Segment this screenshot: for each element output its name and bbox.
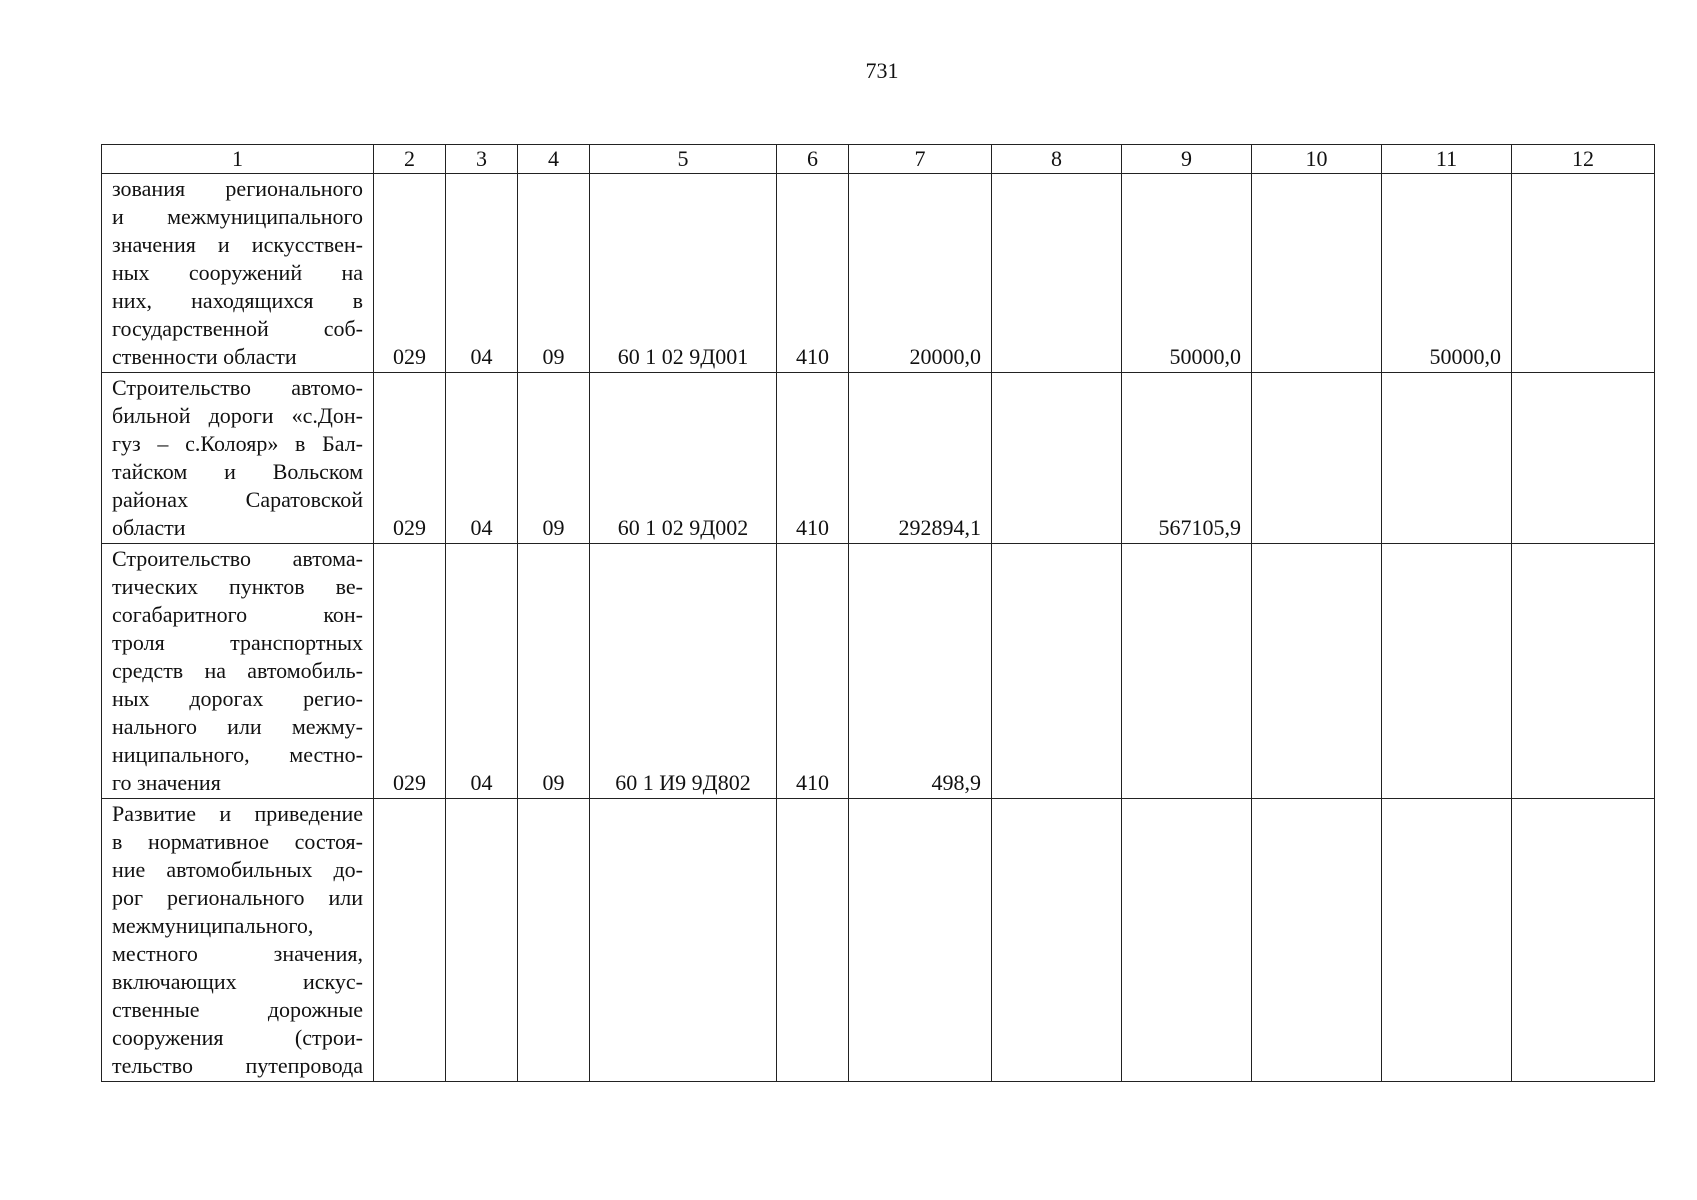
column-header: 4 — [518, 145, 590, 174]
ministry-code-cell: 029 — [374, 544, 446, 799]
budget-table — [101, 144, 1655, 1082]
subsection-code-cell: 09 — [518, 373, 590, 544]
amount-cell — [1512, 373, 1655, 544]
column-header: 2 — [374, 145, 446, 174]
row-name-cell — [102, 544, 374, 799]
amount-cell: 20000,0 — [849, 174, 992, 373]
amount-cell — [992, 544, 1122, 799]
name-line: средств на автомобиль- — [112, 658, 363, 683]
header-row — [102, 145, 1655, 174]
amount-cell — [1122, 544, 1252, 799]
name-line: и межмуниципального — [112, 204, 363, 229]
subsection-code-cell: 09 — [518, 544, 590, 799]
section-code-cell — [446, 799, 518, 1082]
page-number: 731 — [865, 58, 899, 83]
amount-cell — [1122, 799, 1252, 1082]
name-line: рог регионального или — [112, 885, 363, 910]
row-name-cell — [102, 373, 374, 544]
column-header: 5 — [590, 145, 777, 174]
name-line: Развитие и приведение — [112, 801, 363, 826]
table-row — [102, 544, 1655, 799]
column-header: 8 — [992, 145, 1122, 174]
section-code-cell: 04 — [446, 373, 518, 544]
target-article-cell: 60 1 02 9Д002 — [590, 373, 777, 544]
name-line: межмуниципального, — [112, 913, 314, 938]
section-code-cell: 04 — [446, 544, 518, 799]
amount-cell: 292894,1 — [849, 373, 992, 544]
amount-cell — [1512, 799, 1655, 1082]
column-header: 7 — [849, 145, 992, 174]
name-line: ние автомобильных до- — [112, 857, 363, 882]
name-line: ственные дорожные — [112, 997, 363, 1022]
amount-cell — [1252, 799, 1382, 1082]
name-line: гуз – с.Колояр» в Бал- — [112, 431, 363, 456]
table-row — [102, 373, 1655, 544]
name-line: сооружения (строи- — [112, 1025, 363, 1050]
amount-cell — [992, 373, 1122, 544]
amount-cell — [1512, 544, 1655, 799]
column-header: 11 — [1382, 145, 1512, 174]
target-article-cell — [590, 799, 777, 1082]
column-header: 12 — [1512, 145, 1655, 174]
amount-cell — [1512, 174, 1655, 373]
table-row — [102, 799, 1655, 1082]
name-line: ных сооружений на — [112, 260, 363, 285]
column-header: 9 — [1122, 145, 1252, 174]
name-line: в нормативное состоя- — [112, 829, 363, 854]
name-line: включающих искус- — [112, 969, 363, 994]
name-line: тельство путепровода — [112, 1053, 363, 1078]
amount-cell — [1382, 373, 1512, 544]
amount-cell — [1252, 544, 1382, 799]
name-line: бильной дороги «с.Дон- — [112, 403, 363, 428]
row-name-cell — [102, 174, 374, 373]
amount-cell: 567105,9 — [1122, 373, 1252, 544]
amount-cell: 50000,0 — [1382, 174, 1512, 373]
name-line: го значения — [112, 770, 221, 795]
table-row — [102, 174, 1655, 373]
amount-cell — [1252, 373, 1382, 544]
name-line: государственной соб- — [112, 316, 363, 341]
name-line: Строительство автома- — [112, 546, 363, 571]
name-line: ниципального, местно- — [112, 742, 363, 767]
name-line: значения и искусствен- — [112, 232, 363, 257]
amount-cell — [992, 799, 1122, 1082]
subsection-code-cell: 09 — [518, 174, 590, 373]
ministry-code-cell: 029 — [374, 373, 446, 544]
name-line: районах Саратовской — [112, 487, 363, 512]
column-header: 3 — [446, 145, 518, 174]
name-line: ственности области — [112, 344, 297, 369]
ministry-code-cell — [374, 799, 446, 1082]
amount-cell — [849, 799, 992, 1082]
expense-type-cell: 410 — [777, 544, 849, 799]
amount-cell — [1382, 544, 1512, 799]
name-line: троля транспортных — [112, 630, 363, 655]
column-header: 1 — [102, 145, 374, 174]
name-line: Строительство автомо- — [112, 375, 363, 400]
name-line: местного значения, — [112, 941, 363, 966]
name-line: нального или межму- — [112, 714, 363, 739]
amount-cell: 498,9 — [849, 544, 992, 799]
amount-cell — [1252, 174, 1382, 373]
name-line: согабаритного кон- — [112, 602, 363, 627]
column-header: 6 — [777, 145, 849, 174]
expense-type-cell: 410 — [777, 174, 849, 373]
amount-cell — [1382, 799, 1512, 1082]
name-line: тайском и Вольском — [112, 459, 363, 484]
ministry-code-cell: 029 — [374, 174, 446, 373]
amount-cell — [992, 174, 1122, 373]
name-line: тических пунктов ве- — [112, 574, 363, 599]
name-line: ных дорогах регио- — [112, 686, 363, 711]
target-article-cell: 60 1 02 9Д001 — [590, 174, 777, 373]
name-line: них, находящихся в — [112, 288, 363, 313]
row-name-cell — [102, 799, 374, 1082]
name-line: области — [112, 515, 186, 540]
subsection-code-cell — [518, 799, 590, 1082]
name-line: зования регионального — [112, 176, 363, 201]
target-article-cell: 60 1 И9 9Д802 — [590, 544, 777, 799]
expense-type-cell: 410 — [777, 373, 849, 544]
column-header: 10 — [1252, 145, 1382, 174]
expense-type-cell — [777, 799, 849, 1082]
section-code-cell: 04 — [446, 174, 518, 373]
amount-cell: 50000,0 — [1122, 174, 1252, 373]
